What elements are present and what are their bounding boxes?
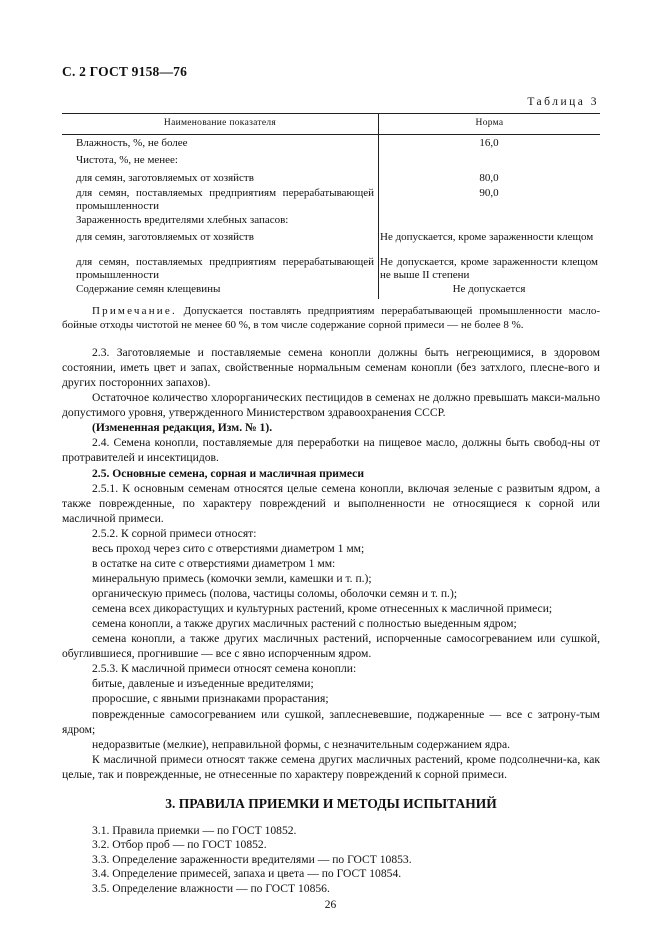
list-item: 3.5. Определение влажности — по ГОСТ 10856.	[92, 881, 330, 895]
table-row-value: 80,0	[479, 172, 499, 184]
table-row-value: 16,0	[479, 137, 499, 149]
subsection-2-5-title: 2.5. Основные семена, сорная и масличная примеси	[92, 466, 364, 480]
table-row-value: Не допускается, кроме зараженности клещом	[380, 231, 594, 243]
list-item: проросшие, с явными признаками прорастания;	[92, 692, 329, 706]
table-row-name: для семян, заготовляемых от хозяйств	[76, 172, 254, 184]
table-row-name: для семян, поставляемых предприятиям перерабатывающей промышленности	[76, 256, 374, 282]
table-row-name: Влажность, %, не более	[76, 137, 188, 149]
table-caption: Таблица 3	[527, 96, 599, 108]
table-column-divider	[378, 113, 379, 299]
list-item: 3.1. Правила приемки — по ГОСТ 10852.	[92, 824, 297, 837]
table-top-rule	[62, 113, 600, 114]
table-row-name: для семян, заготовляемых от хозяйств	[76, 231, 254, 243]
table-row-name: Зараженность вредителями хлебных запасов:	[76, 214, 289, 226]
table-header-rule	[62, 134, 600, 135]
list-item: органическую примесь (полова, частицы соломы, оболочки семян и т. п.);	[92, 587, 458, 600]
list-item: минеральную примесь (комочки земли, камешки и т. п.);	[92, 571, 372, 585]
list-item: семена конопли, а также других масличных растений, испорченные самосогреванием или сушкой, обуглившиеся, прогнившие — все с явно испорченным ядром.	[62, 632, 600, 661]
table-row-name: Чистота, %, не менее:	[76, 154, 178, 166]
list-item: весь проход через сито с отверстиями диаметром 1 мм;	[92, 541, 365, 555]
table-row-value: 90,0	[479, 187, 499, 199]
note-text: Допускается поставлять предприятиям перерабатывающей промышленности масло-бойные отходы чистотой не менее 60 %, в том числе содержание сорной примеси — не более 8 %.	[62, 305, 601, 331]
list-item: семена всех дикорастущих и культурных растений, кроме отнесенных к масличной примеси;	[92, 602, 553, 616]
paragraph-2-3: 2.3. Заготовляемые и поставляемые семена конопли должны быть негреющимися, в здоровом состоянии, иметь цвет и запах, свойственные нормальным семенам конопли (без затхлого, плесне-вого и других посторонних запахов).	[62, 346, 600, 390]
page-number: 26	[324, 899, 337, 911]
running-header: С. 2 ГОСТ 9158—76	[62, 64, 188, 79]
table-header-norm: Норма	[475, 118, 504, 128]
amendment-note: (Измененная редакция, Изм. № 1).	[92, 421, 273, 435]
note-label: Примечание.	[92, 305, 177, 317]
paragraph-final: К масличной примеси относят также семена других масличных растений, кроме подсолнечни-ка, как целые, так и поврежденные, не отнесенные по характеру повреждений к сорной примеси.	[62, 752, 600, 781]
table-row-value: Не допускается, кроме зараженности клещом не выше II степени	[380, 256, 598, 282]
list-item: 3.4. Определение примесей, запаха и цвета — по ГОСТ 10854.	[92, 867, 402, 881]
table-row-name: Содержание семян клещевины	[76, 283, 221, 295]
list-item: поврежденные самосогреванием или сушкой, заплесневевшие, поджаренные — все с затрону-тым ядром;	[62, 707, 600, 736]
table-note	[62, 305, 600, 333]
section-3-title: 3. ПРАВИЛА ПРИЕМКИ И МЕТОДЫ ИСПЫТАНИЙ	[165, 796, 497, 811]
table-row-value: Не допускается	[452, 283, 526, 295]
body-text	[62, 345, 600, 782]
table-row-name: для семян, поставляемых предприятиям перерабатывающей промышленности	[76, 187, 374, 213]
list-item: 3.3. Определение зараженности вредителями — по ГОСТ 10853.	[92, 852, 412, 866]
norms-table	[62, 113, 600, 299]
paragraph-2-4: 2.4. Семена конопли, поставляемые для переработки на пищевое масло, должны быть свобод-ны от протравителей и инсектицидов.	[62, 436, 600, 465]
list-item: недоразвитые (мелкие), неправильной формы, с незначительным содержанием ядра.	[92, 737, 510, 751]
paragraph-2-5-2: 2.5.2. К сорной примеси относят:	[92, 526, 257, 540]
paragraph-2-5-3: 2.5.3. К масличной примеси относят семена конопли:	[92, 662, 357, 676]
paragraph-2-5-1: 2.5.1. К основным семенам относятся целые семена конопли, включая зеленые с развитым ядром, а также поврежденные, по характеру повреждений и выполненности не относящиеся к сорной или масличной примеси.	[62, 481, 600, 525]
list-item: семена конопли, а также других масличных растений с полностью выеденным ядром;	[92, 617, 517, 631]
paragraph-pesticides: Остаточное количество хлорорганических пестицидов в семенах не должно превышать макси-мально допустимого уровня, утвержденного Министерством здравоохранения СССР.	[62, 391, 600, 420]
list-item: битые, давленые и изъеденные вредителями;	[92, 677, 314, 691]
table-header-name: Наименование показателя	[163, 118, 277, 128]
section-3-list	[92, 824, 412, 896]
list-item: 3.2. Отбор проб — по ГОСТ 10852.	[92, 838, 267, 852]
list-item: в остатке на сите с отверстиями диаметром 1 мм:	[92, 556, 336, 570]
